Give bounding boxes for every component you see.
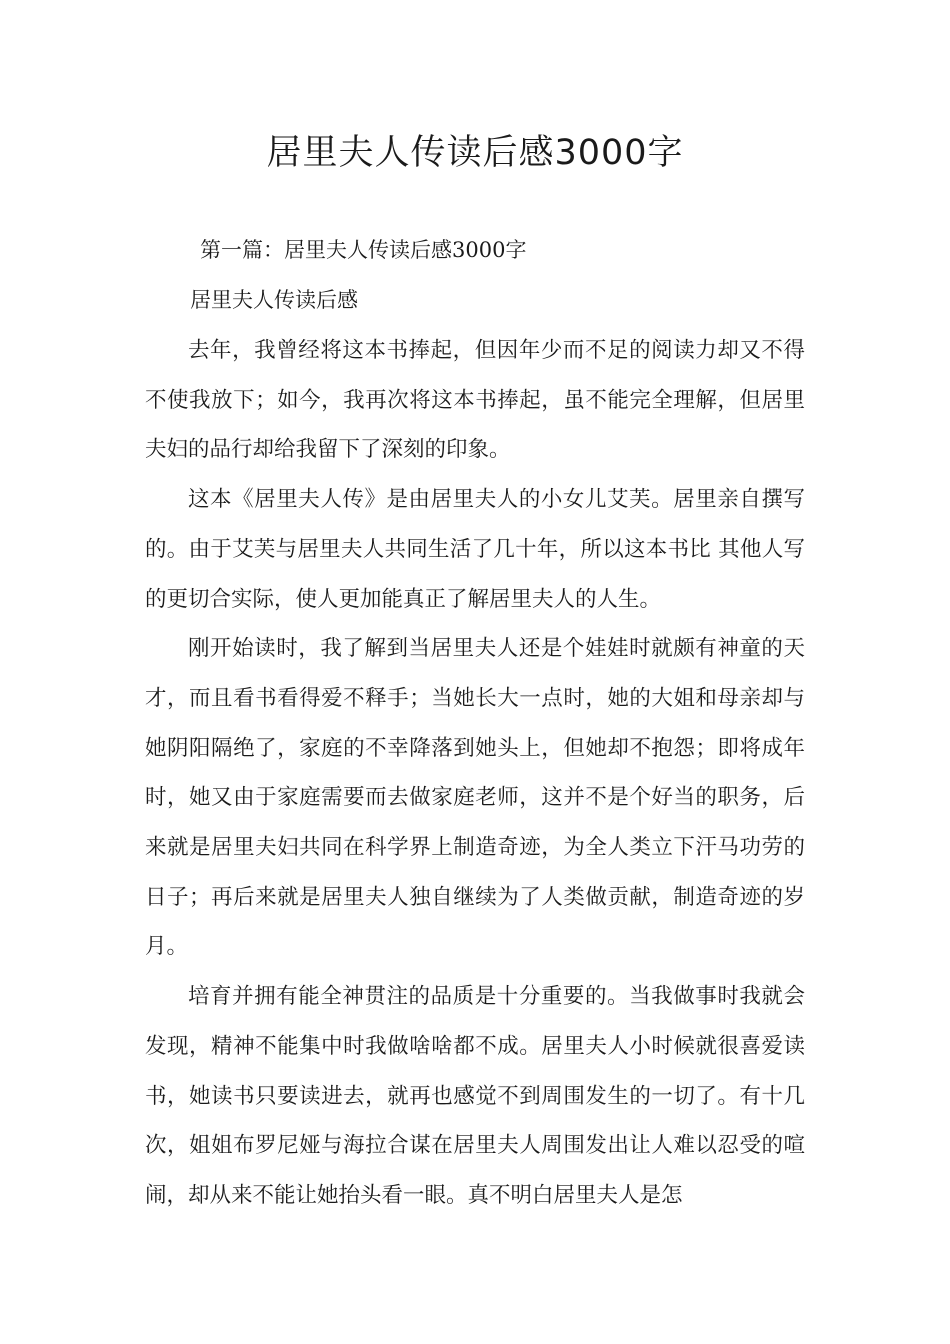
sub-heading: 居里夫人传读后感 (190, 288, 358, 312)
paragraph-2: 这本《居里夫人传》是由居里夫人的小女儿艾芙。居里亲自撰写的。由于艾芙与居里夫人共同生活了几十年，所以这本书比 其他人写的更切合实际，使人更加能真正了解居里夫人的人生。 (145, 487, 805, 612)
paragraph-3: 刚开始读时，我了解到当居里夫人还是个娃娃时就颇有神童的天才，而且看书看得爱不释手；当她长大一点时，她的大姐和母亲却与她阴阳隔绝了，家庭的不幸降落到她头上，但她却不抱怨；即将成年时，她又由于家庭需要而去做家庭老师，这并不是个好当的职务，后来就是居里夫妇共同在科学界上制造奇迹，为全人类立下汗马功劳的日子；再后来就是居里夫人独自继续为了人类做贡献，制造奇迹的岁月。 (145, 636, 805, 960)
paragraph-4: 培育并拥有能全神贯注的品质是十分重要的。当我做事时我就会发现，精神不能集中时我做啥啥都不成。居里夫人小时候就很喜爱读书，她读书只要读进去，就再也感觉不到周围发生的一切了。有十几次，姐姐布罗尼娅与海拉合谋在居里夫人周围发出让人难以忍受的喧闹，却从来不能让她抬头看一眼。真不明白居里夫人是怎 (145, 984, 805, 1208)
document-body (145, 326, 805, 1221)
paragraph-1: 去年，我曾经将这本书捧起，但因年少而不足的阅读力却又不得不使我放下；如今，我再次将这本书捧起，虽不能完全理解，但居里夫妇的品行却给我留下了深刻的印象。 (145, 338, 805, 463)
section-heading: 第一篇：居里夫人传读后感3000字 (200, 238, 527, 262)
document-title: 居里夫人传读后感3000字 (266, 133, 684, 173)
